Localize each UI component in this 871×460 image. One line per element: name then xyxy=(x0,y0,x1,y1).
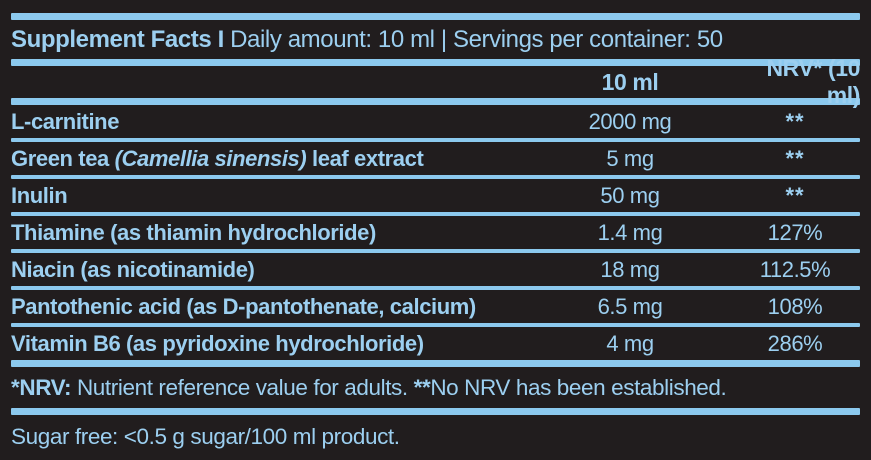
amount-cell: 2000 mg xyxy=(588,108,672,134)
amount-cell: 4 mg xyxy=(606,330,654,356)
nrv-cell: 286% xyxy=(767,330,823,356)
nutrient-name-text: Thiamine (as thiamin hydrochloride) xyxy=(11,219,376,245)
nutrient-name-text: Vitamin B6 (as pyridoxine hydrochloride) xyxy=(11,330,424,356)
table-row xyxy=(11,142,860,175)
nutrient-name xyxy=(11,257,530,283)
nutrient-name xyxy=(11,109,530,135)
column-header-amount: 10 ml xyxy=(601,68,659,95)
nutrient-name xyxy=(11,331,530,357)
table-row xyxy=(11,179,860,212)
nrv-cell: 127% xyxy=(767,219,823,245)
nrv-footnote xyxy=(11,367,860,408)
amount-cell: 50 mg xyxy=(600,182,660,208)
nutrient-name xyxy=(11,220,530,246)
label-title-rest: Daily amount: 10 ml | Servings per container: 50 xyxy=(223,25,723,53)
table-row xyxy=(11,327,860,360)
nrv-footnote-established: No NRV has been established. xyxy=(430,374,727,400)
table-row xyxy=(11,253,860,286)
nrv-cell: ** xyxy=(785,182,805,208)
nrv-footnote-label: *NRV: xyxy=(11,374,72,400)
nutrient-name xyxy=(11,294,530,320)
nutrient-name-text: Green tea xyxy=(11,145,115,171)
nutrient-name-text: Inulin xyxy=(11,182,68,208)
table-row xyxy=(11,290,860,323)
nrv-cell: 108% xyxy=(767,293,823,319)
amount-cell: 1.4 mg xyxy=(597,219,663,245)
column-header-nrv: NRV* (10 ml) xyxy=(766,55,860,108)
nrv-cell: ** xyxy=(785,145,805,171)
table-bottom-divider xyxy=(11,360,860,367)
nrv-footnote-text: Nutrient reference value for adults. xyxy=(71,374,414,400)
table-row xyxy=(11,216,860,249)
nutrient-name-italic: (Camellia sinensis) xyxy=(114,145,307,171)
column-header-row xyxy=(11,55,860,108)
nrv-cell: 112.5% xyxy=(759,256,831,282)
top-divider xyxy=(11,13,860,20)
footnote-divider xyxy=(11,408,860,415)
nutrient-name-text: Niacin (as nicotinamide) xyxy=(11,256,255,282)
nutrient-name xyxy=(11,146,530,172)
amount-cell: 5 mg xyxy=(606,145,654,171)
label-title-row xyxy=(11,20,860,59)
sugar-free-note: Sugar free: <0.5 g sugar/100 ml product. xyxy=(11,423,400,449)
amount-cell: 6.5 mg xyxy=(597,293,663,319)
table-row xyxy=(11,105,860,138)
nrv-footnote-asterisks: ** xyxy=(413,374,431,400)
nutrient-name xyxy=(11,183,530,209)
nutrient-name-text: Pantothenic acid (as D-pantothenate, calcium) xyxy=(11,293,476,319)
amount-cell: 18 mg xyxy=(600,256,660,282)
nrv-cell: ** xyxy=(785,108,805,134)
label-title-bold: Supplement Facts I xyxy=(11,25,224,53)
nutrient-name-suffix: leaf extract xyxy=(306,145,424,171)
nutrient-name-text: L-carnitine xyxy=(11,108,120,134)
